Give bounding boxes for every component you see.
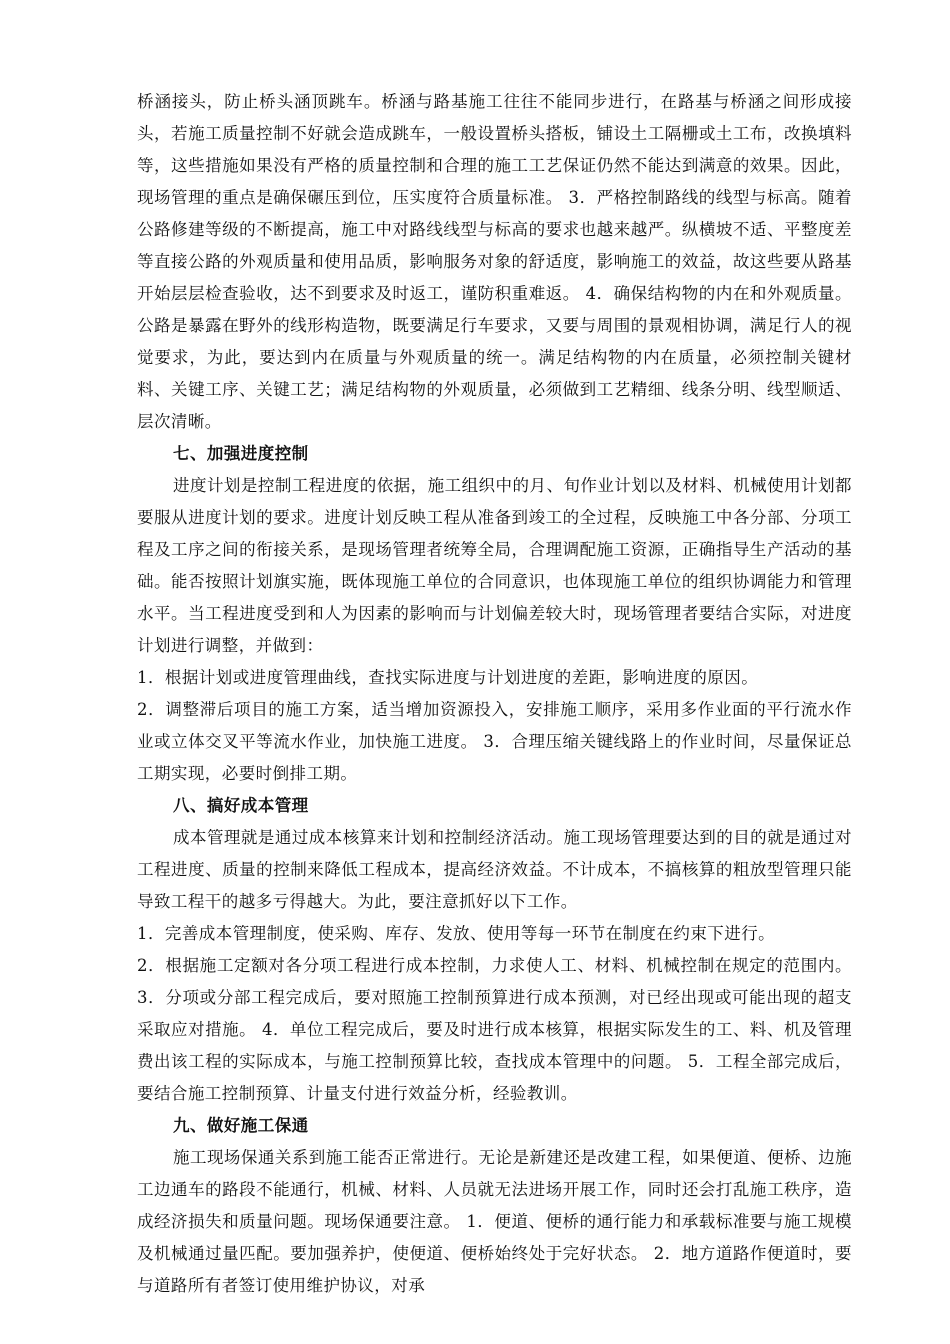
list-item-cost-2: 2．根据施工定额对各分项工程进行成本控制，力求使人工、材料、机械控制在规定的范围内。 3．分项或分部工程完成后，要对照施工控制预算进行成本预测，对已经出现或可能出现的超支采取应对措施。 4．单位工程完成后，要及时进行成本核算，根据实际发生的工、料、机及管理费出该工程的实际成本，与施工控制预算比较，查找成本管理中的问题。 5．工程全部完成后，要结合施工控制预算、计量支付进行效益分析，经验教训。 (137, 956, 852, 1103)
heading-cost-management: 八、搞好成本管理 (173, 796, 309, 815)
heading-progress-control: 七、加强进度控制 (173, 444, 309, 463)
list-item-cost-1: 1．完善成本管理制度，使采购、库存、发放、使用等每一环节在制度在约束下进行。 (137, 924, 776, 943)
paragraph-cost-management: 成本管理就是通过成本核算来计划和控制经济活动。施工现场管理要达到的目的就是通过对工程进度、质量的控制来降低工程成本，提高经济效益。不计成本，不搞核算的粗放型管理只能导致工程干的越多亏得越大。为此，要注意抓好以下工作。 (137, 828, 852, 911)
paragraph-progress-plan: 进度计划是控制工程进度的依据，施工组织中的月、旬作业计划以及材料、机械使用计划都要服从进度计划的要求。进度计划反映工程从准备到竣工的全过程，反映施工中各分部、分项工程及工序之间的衔接关系，是现场管理者统筹全局，合理调配施工资源，正确指导生产活动的基础。能否按照计划旗实施，既体现施工单位的合同意识，也体现施工单位的组织协调能力和管理水平。当工程进度受到和人为因素的影响而与计划偏差较大时，现场管理者要结合实际，对进度计划进行调整，并做到： (137, 476, 852, 655)
list-item-progress-1: 1．根据计划或进度管理曲线，查找实际进度与计划进度的差距，影响进度的原因。 (137, 668, 759, 687)
paragraph-quality-control: 桥涵接头，防止桥头涵顶跳车。桥涵与路基施工往往不能同步进行，在路基与桥涵之间形成接头，若施工质量控制不好就会造成跳车，一般设置桥头搭板，铺设土工隔栅或土工布，改换填料等，这些措施如果没有严格的质量控制和合理的施工工艺保证仍然不能达到满意的效果。因此，现场管理的重点是确保碾压到位，压实度符合质量标准。 3．严格控制路线的线型与标高。随着公路修建等级的不断提高，施工中对路线线型与标高的要求也越来越严。纵横坡不适、平整度差等直接公路的外观质量和使用品质，影响服务对象的舒适度，影响施工的效益，故这些要从路基开始层层检查验收，达不到要求及时返工，谨防积重难返。 4．确保结构物的内在和外观质量。公路是暴露在野外的线形构造物，既要满足行车要求，又要与周围的景观相协调，满足行人的视觉要求，为此，要达到内在质量与外观质量的统一。满足结构物的内在质量，必须控制关键材料、关键工序、关键工艺；满足结构物的外观质量，必须做到工艺精细、线条分明、线型顺适、层次清晰。 (137, 92, 852, 431)
heading-traffic-maintenance: 九、做好施工保通 (173, 1116, 309, 1135)
list-item-progress-2: 2．调整滞后项目的施工方案，适当增加资源投入，安排施工顺序，采用多作业面的平行流水作业或立体交叉平等流水作业，加快施工进度。 3．合理压缩关键线路上的作业时间，尽量保证总工期实现，必要时倒排工期。 (137, 700, 852, 783)
paragraph-traffic-maintenance: 施工现场保通关系到施工能否正常进行。无论是新建还是改建工程，如果便道、便桥、边施工边通车的路段不能通行，机械、材料、人员就无法进场开展工作，同时还会打乱施工秩序，造成经济损失和质量问题。现场保通要注意。 1．便道、便桥的通行能力和承载标准要与施工规模及机械通过量匹配。要加强养护，使便道、便桥始终处于完好状态。 2．地方道路作便道时，要与道路所有者签订使用维护协议，对承 (137, 1148, 852, 1295)
